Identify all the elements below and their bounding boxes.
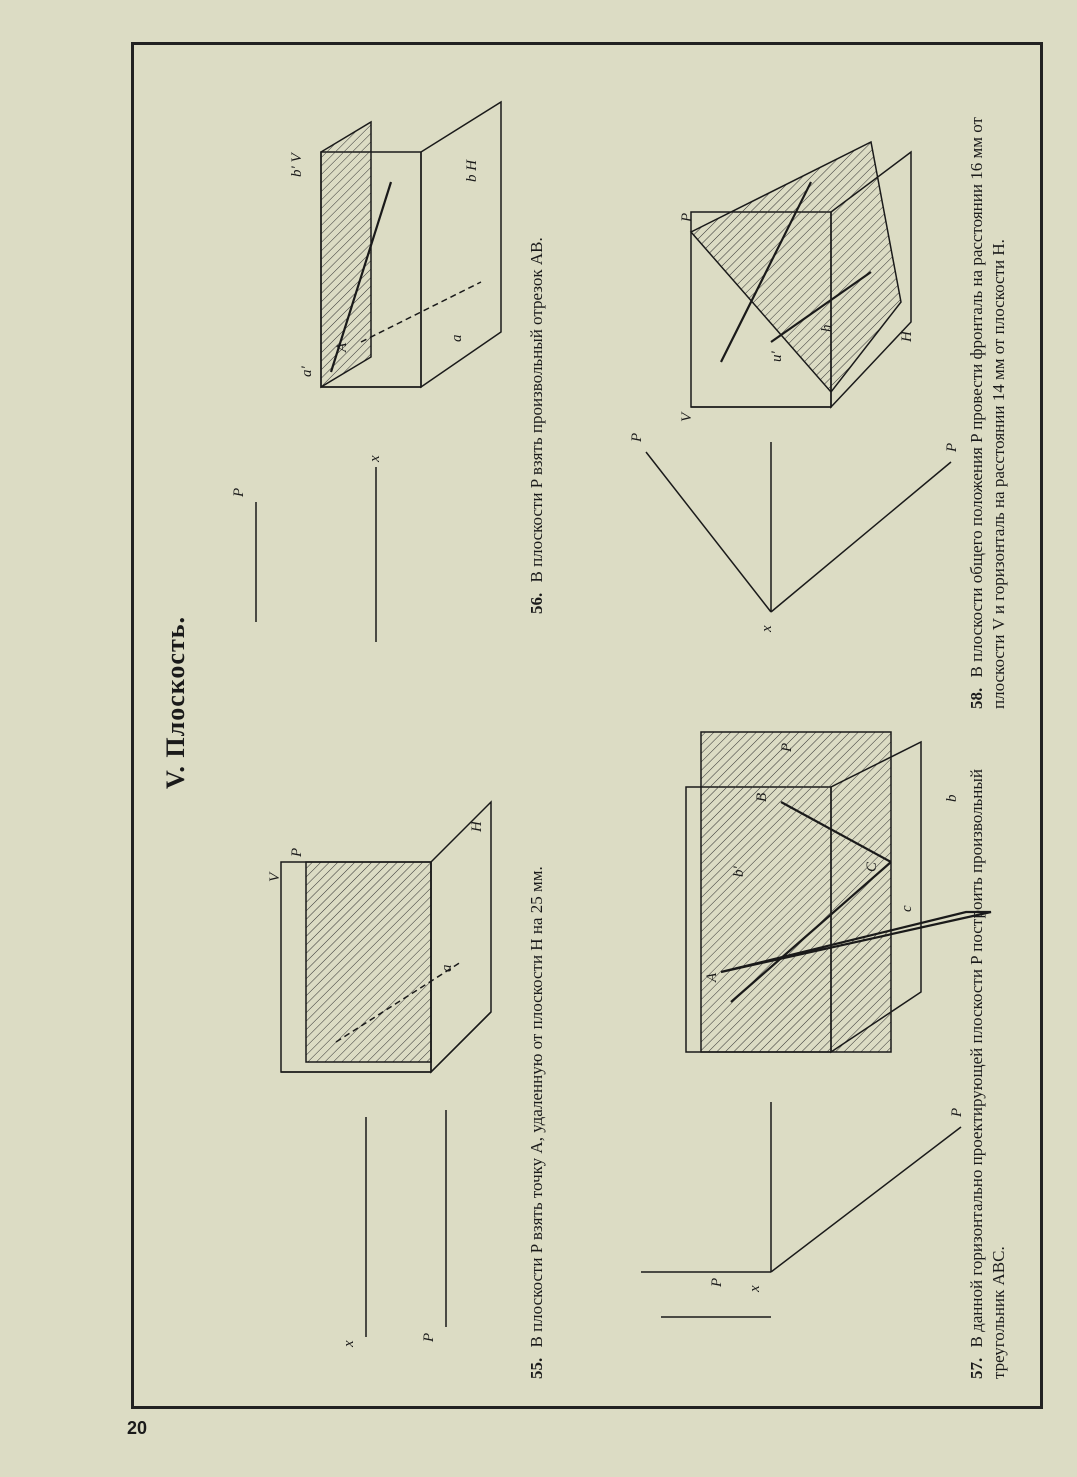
fig56-x-label: x <box>367 455 383 462</box>
problem-58-text: В плоскости общего положения P провести фронталь на расстоянии 16 мм от плоскости V и горизонталь на расстоянии 14 мм от плоскости H. <box>967 117 1008 709</box>
fig57-ph-label: P <box>949 1107 965 1117</box>
fig58-pv-label: P <box>629 432 645 442</box>
fig55-p-label: P <box>289 847 305 857</box>
problem-57-number: 57. <box>967 1357 986 1379</box>
fig57-p-label: P <box>779 742 795 752</box>
fig58-u-prime-label: u' <box>769 351 785 362</box>
page-number: 20 <box>127 1418 148 1438</box>
fig57-C-label: C <box>864 861 880 872</box>
fig58-h-label: H <box>899 331 915 342</box>
fig57-b-prime-label: b' <box>731 866 747 877</box>
fig57-x-label: x <box>747 1285 763 1292</box>
fig56-pv-label: P <box>231 487 247 497</box>
fig58-ph-label: P <box>944 442 960 452</box>
fig57-B-label: B <box>754 792 770 802</box>
fig57-b-label: b <box>944 794 960 802</box>
section-title: V. Плоскость. <box>161 616 190 789</box>
fig57-A-label: A <box>704 972 720 982</box>
problem-56 <box>526 94 548 614</box>
fig58-p-label: P <box>679 212 695 222</box>
problem-55-number: 55. <box>527 1357 546 1379</box>
problem-58-number: 58. <box>967 687 986 709</box>
fig57-c-label: c <box>899 905 915 912</box>
fig56-bv-label: b' V <box>289 153 305 177</box>
fig58-h-small-label: h <box>819 324 835 332</box>
fig56-a-prime-label: a' <box>299 366 315 377</box>
fig55-x-label: x <box>341 1340 357 1347</box>
problem-55 <box>526 759 548 1379</box>
problem-58 <box>966 49 1010 709</box>
fig55-ph-label: P <box>421 1332 437 1342</box>
fig58-x-label: x <box>759 625 775 632</box>
problem-56-text: В плоскости P взять произвольный отрезок AB. <box>527 237 546 583</box>
fig56-a-label: a <box>449 334 465 342</box>
problem-57-text: В данной горизонтально проектирующей плоскости P построить произвольный треугольник ABC. <box>967 769 1008 1379</box>
fig55-a-label: a <box>439 964 455 972</box>
problem-56-number: 56. <box>527 592 546 614</box>
fig55-v-label: V <box>267 872 283 882</box>
fig56-A-label: A <box>334 342 350 352</box>
rotated-page-content <box>131 42 1043 1409</box>
fig58-v-label: V <box>679 412 695 422</box>
fig55-h-label: H <box>469 821 485 832</box>
fig56-bh-label: b H <box>464 159 480 182</box>
fig57-pv-label: P <box>709 1277 725 1287</box>
problem-55-text: В плоскости P взять точку A, удаленную от плоскости H на 25 мм. <box>527 866 546 1348</box>
problem-57 <box>966 739 1010 1379</box>
